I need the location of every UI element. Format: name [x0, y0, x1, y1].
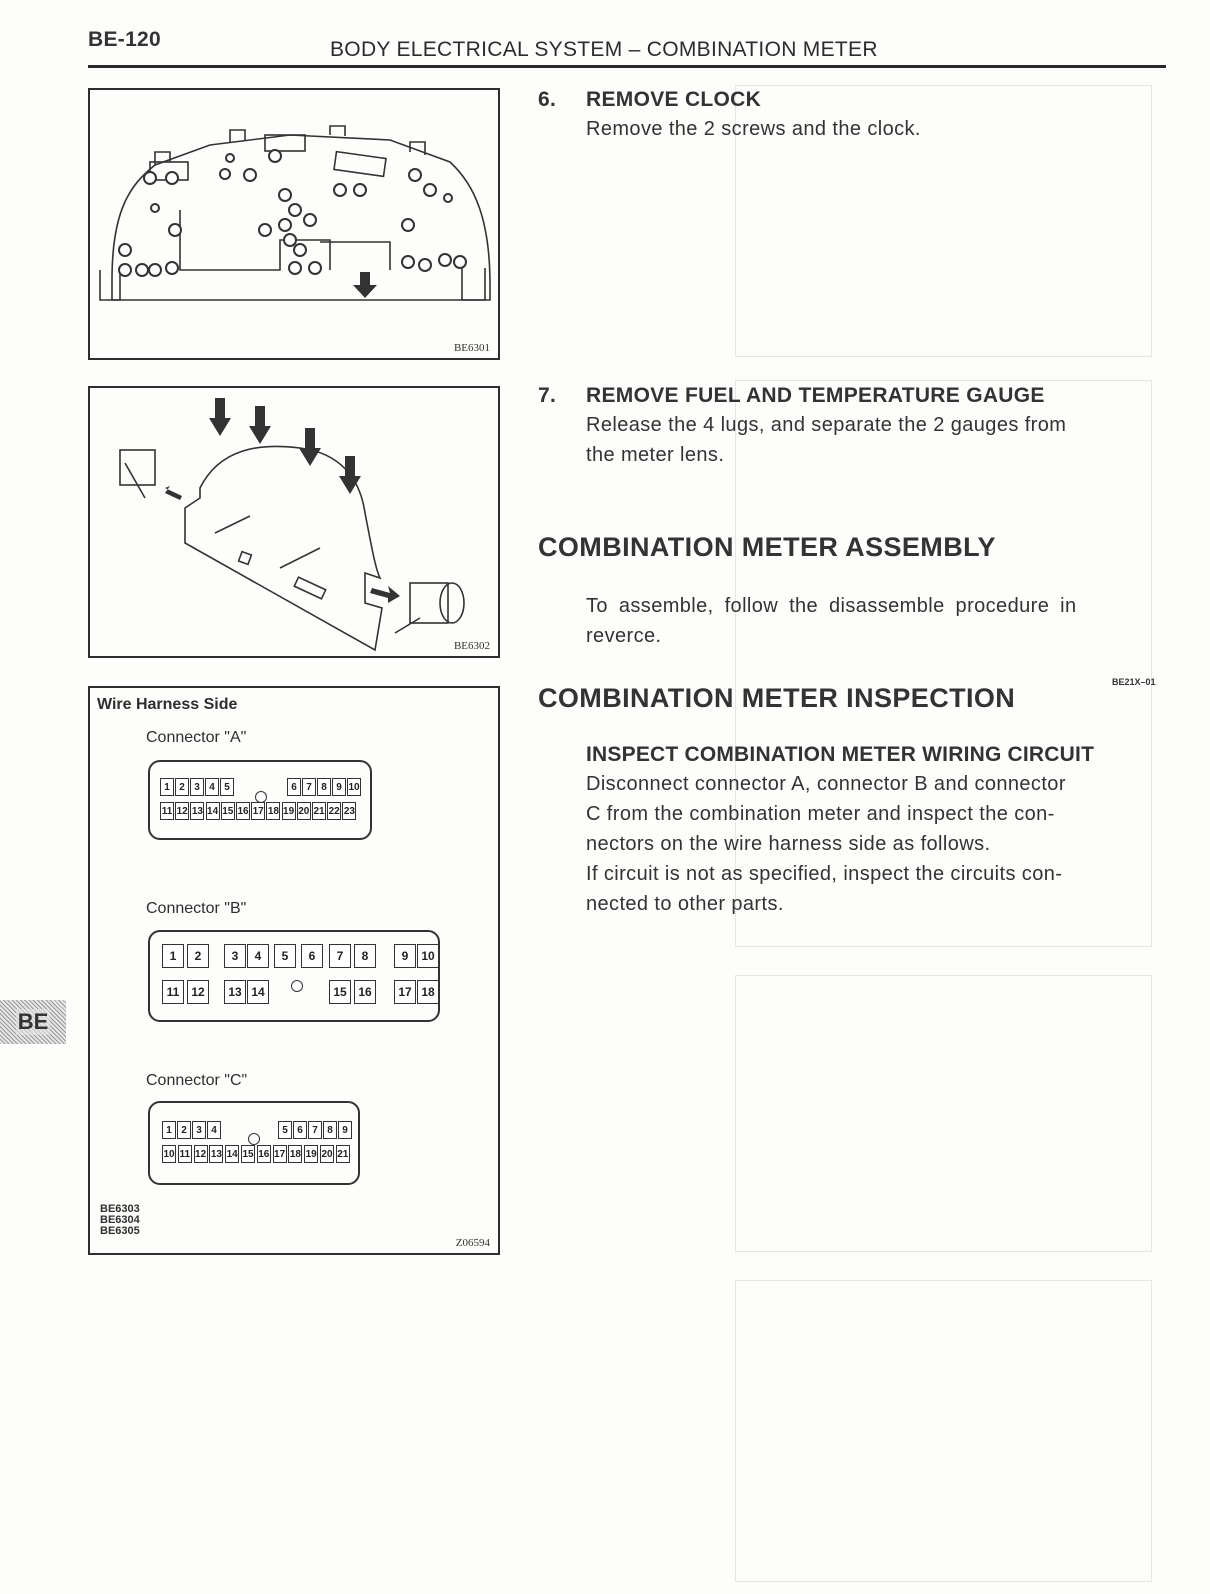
- connector-pin: 16: [354, 980, 376, 1004]
- connector-pin: 5: [274, 944, 296, 968]
- reference-code: BE21X–01: [1112, 677, 1156, 687]
- inspection-subtitle: INSPECT COMBINATION METER WIRING CIRCUIT: [586, 743, 1095, 766]
- step-6-body: Remove the 2 screws and the clock.: [586, 118, 921, 140]
- connector-pin: 19: [304, 1145, 318, 1163]
- connector-pin: 15: [241, 1145, 255, 1163]
- meter-circuit-plate-illustration: [90, 90, 498, 358]
- connector-pin: 12: [175, 802, 189, 820]
- body-line: Disconnect connector A, connector B and connector: [586, 773, 1066, 795]
- connector-pin: 10: [417, 944, 439, 968]
- running-title: BODY ELECTRICAL SYSTEM – COMBINATION METER: [330, 38, 878, 61]
- step-6-title: [538, 88, 761, 112]
- connector-pin: 4: [205, 778, 219, 796]
- key-hole: [248, 1133, 260, 1145]
- connector-pin: 13: [190, 802, 204, 820]
- connector-c: [148, 1101, 360, 1185]
- connector-pin: 5: [278, 1121, 292, 1139]
- connector-pin: 2: [177, 1121, 191, 1139]
- connector-pin: 3: [190, 778, 204, 796]
- connector-pin: 17: [273, 1145, 287, 1163]
- connector-pin: 20: [320, 1145, 334, 1163]
- assembly-body: [586, 591, 1166, 651]
- connector-pin: 11: [162, 980, 184, 1004]
- figure-code: BE6304: [100, 1214, 140, 1226]
- connector-pin: 12: [194, 1145, 208, 1163]
- bleed-through-frame: [735, 1280, 1152, 1582]
- connector-pin: 8: [354, 944, 376, 968]
- meter-lens-illustration: [90, 388, 498, 656]
- connector-pin: 11: [178, 1145, 192, 1163]
- key-hole: [291, 980, 303, 992]
- connector-pin: 8: [323, 1121, 337, 1139]
- step-title-text: REMOVE FUEL AND TEMPERATURE GAUGE: [586, 384, 1045, 407]
- connector-pin: 14: [247, 980, 269, 1004]
- connector-a: [148, 760, 372, 840]
- connector-pin: 23: [342, 802, 356, 820]
- connector-pin: 11: [160, 802, 174, 820]
- connector-pin: 16: [257, 1145, 271, 1163]
- connector-pin: 22: [327, 802, 341, 820]
- body-line: reverce.: [586, 625, 662, 647]
- step-7-title: [538, 384, 1045, 408]
- connector-pin: 16: [236, 802, 250, 820]
- figure-code: BE6301: [453, 342, 490, 354]
- connector-b: [148, 930, 440, 1022]
- connector-pin: 1: [160, 778, 174, 796]
- connector-pin: 4: [207, 1121, 221, 1139]
- connector-pin: 18: [417, 980, 439, 1004]
- connector-pin: 3: [192, 1121, 206, 1139]
- connector-pin: 21: [336, 1145, 350, 1163]
- connector-pin: 13: [224, 980, 246, 1004]
- connector-pin: 14: [206, 802, 220, 820]
- body-line: nectors on the wire harness side as follows.: [586, 833, 991, 855]
- connector-pin: 12: [187, 980, 209, 1004]
- connector-pin: 2: [175, 778, 189, 796]
- bleed-through-frame: [735, 975, 1152, 1252]
- body-line: To assemble, follow the disassemble procedure in: [586, 595, 1077, 617]
- connector-pin: 1: [162, 944, 184, 968]
- connector-pin: 4: [247, 944, 269, 968]
- connector-pin: 15: [221, 802, 235, 820]
- step-7-body: [586, 410, 1066, 470]
- inspection-body: [586, 769, 1066, 919]
- connector-pin: 9: [394, 944, 416, 968]
- connector-pin: 6: [287, 778, 301, 796]
- connector-pin: 18: [288, 1145, 302, 1163]
- body-line: nected to other parts.: [586, 893, 784, 915]
- connector-pin: 21: [312, 802, 326, 820]
- connector-pin: 7: [302, 778, 316, 796]
- connector-pin: 5: [220, 778, 234, 796]
- connector-pin: 13: [209, 1145, 223, 1163]
- connector-pin: 15: [329, 980, 351, 1004]
- connector-pin: 6: [293, 1121, 307, 1139]
- step-number: 6.: [538, 88, 557, 111]
- connector-pin: 7: [329, 944, 351, 968]
- connector-pin: 10: [162, 1145, 176, 1163]
- connector-pin: 8: [317, 778, 331, 796]
- connector-pin: 7: [308, 1121, 322, 1139]
- connector-pin: 6: [301, 944, 323, 968]
- inspection-section-title: COMBINATION METER INSPECTION: [538, 683, 1016, 713]
- figure-code: Z06594: [455, 1237, 490, 1249]
- figure-clock-removal: [88, 88, 500, 360]
- connector-a-label: Connector "A": [146, 729, 247, 746]
- connector-pin: 2: [187, 944, 209, 968]
- body-line: Release the 4 lugs, and separate the 2 gauges from: [586, 414, 1067, 436]
- body-line: the meter lens.: [586, 444, 725, 466]
- connector-pin: 19: [282, 802, 296, 820]
- connector-pin: 9: [332, 778, 346, 796]
- connector-c-label: Connector "C": [146, 1072, 248, 1089]
- step-title-text: REMOVE CLOCK: [586, 88, 762, 111]
- connector-pin: 17: [251, 802, 265, 820]
- figure-gauge-removal: [88, 386, 500, 658]
- figure-code: BE6305: [100, 1225, 140, 1237]
- connector-pin: 14: [225, 1145, 239, 1163]
- figure-codes: [100, 1204, 140, 1237]
- step-number: 7.: [538, 384, 557, 407]
- wire-harness-side-title: Wire Harness Side: [97, 696, 238, 713]
- connector-b-label: Connector "B": [146, 900, 247, 917]
- page-number: BE-120: [88, 28, 162, 51]
- section-tab: [0, 1000, 66, 1044]
- connector-pin: 9: [338, 1121, 352, 1139]
- section-tab-label: BE: [17, 1009, 49, 1034]
- figure-code: BE6302: [453, 640, 490, 652]
- body-line: If circuit is not as specified, inspect the circuits con-: [586, 863, 1063, 885]
- header-rule: [88, 65, 1166, 68]
- connector-pin: 20: [297, 802, 311, 820]
- connector-pin: 18: [266, 802, 280, 820]
- connector-pin: 17: [394, 980, 416, 1004]
- connector-pin: 3: [224, 944, 246, 968]
- assembly-section-title: COMBINATION METER ASSEMBLY: [538, 532, 996, 562]
- body-line: C from the combination meter and inspect the con-: [586, 803, 1055, 825]
- connector-pin: 1: [162, 1121, 176, 1139]
- figure-code: BE6303: [100, 1203, 140, 1215]
- key-hole: [255, 791, 267, 803]
- figure-wire-harness-connectors: [88, 686, 500, 1255]
- connector-pin: 10: [347, 778, 361, 796]
